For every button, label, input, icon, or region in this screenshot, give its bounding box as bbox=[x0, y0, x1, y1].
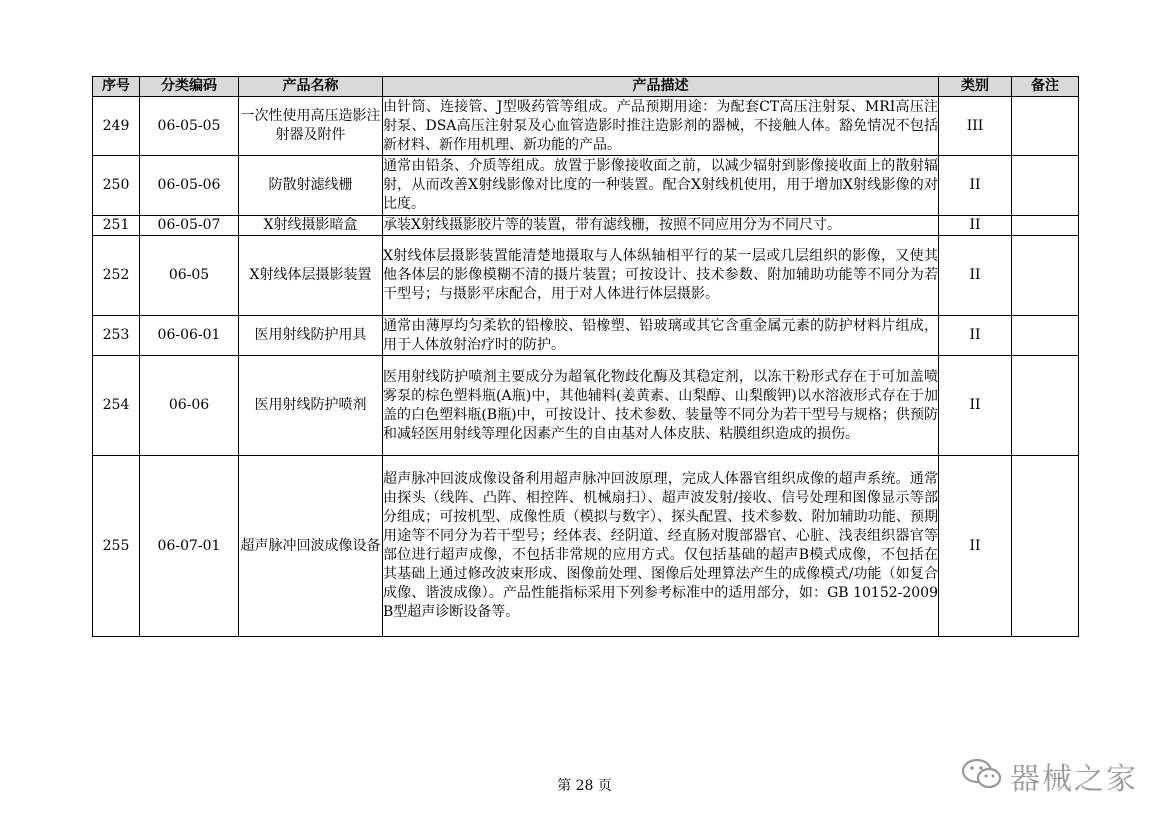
row-class: II bbox=[939, 156, 1012, 216]
table-row bbox=[93, 236, 1079, 316]
row-note bbox=[1012, 236, 1079, 316]
row-desc: 由针筒、连接管、J型吸药管等组成。产品预期用途：为配套CT高压注射泵、MRI高压注射泵、DSA高压注射泵及心血管造影时推注造影剂的器械，不接触人体。豁免情况不包括新材料、新作用机理、新功能的产品。 bbox=[383, 97, 939, 156]
table-header-row bbox=[93, 77, 1079, 97]
row-class: II bbox=[939, 356, 1012, 456]
row-name: 医用射线防护喷剂 bbox=[239, 356, 383, 456]
row-desc: 承装X射线摄影胶片等的装置，带有滤线栅，按照不同应用分为不同尺寸。 bbox=[383, 216, 939, 236]
row-no: 253 bbox=[93, 316, 140, 356]
row-note bbox=[1012, 356, 1079, 456]
table-row bbox=[93, 216, 1079, 236]
row-note bbox=[1012, 316, 1079, 356]
row-class: II bbox=[939, 316, 1012, 356]
row-desc: 医用射线防护喷剂主要成分为超氧化物歧化酶及其稳定剂，以冻干粉形式存在于可加盖喷雾泵的棕色塑料瓶(A瓶)中，其他辅料(姜黄素、山梨醇、山梨酸钾)以水溶液形式存在于加盖的白色塑料瓶(B瓶)中，可按设计、技术参数、装量等不同分为若干型号与规格；供预防和减轻医用射线等理化因素产生的自由基对人体皮肤、粘膜组织造成的损伤。 bbox=[383, 356, 939, 456]
row-no: 250 bbox=[93, 156, 140, 216]
row-no: 254 bbox=[93, 356, 140, 456]
table-row bbox=[93, 97, 1079, 156]
row-code: 06-07-01 bbox=[140, 456, 239, 637]
row-code: 06-06-01 bbox=[140, 316, 239, 356]
row-note bbox=[1012, 156, 1079, 216]
row-desc: X射线体层摄影装置能清楚地摄取与人体纵轴相平行的某一层或几层组织的影像，又使其他各体层的影像模糊不清的摄片装置；可按设计、技术参数、附加辅助功能等不同分为若干型号；与摄影平床配合，用于对人体进行体层摄影。 bbox=[383, 236, 939, 316]
row-desc: 超声脉冲回波成像设备利用超声脉冲回波原理，完成人体器官组织成像的超声系统。通常由探头（线阵、凸阵、相控阵、机械扇扫）、超声波发射/接收、信号处理和图像显示等部分组成；可按机型、成像性质（模拟与数字）、探头配置、技术参数、附加辅助功能、预期用途等不同分为若干型号；经体表、经阴道、经直肠对腹部器官、心脏、浅表组织器官等部位进行超声成像，不包括非常规的应用方式。仅包括基础的超声B模式成像，不包括在其基础上通过修改波束形成、图像前处理、图像后处理算法产生的成像模式/功能（如复合成像、谐波成像）。产品性能指标采用下列参考标准中的适用部分，如：GB 10152-2009 B型超声诊断设备等。 bbox=[383, 456, 939, 637]
row-code: 06-05-06 bbox=[140, 156, 239, 216]
row-note bbox=[1012, 216, 1079, 236]
row-no: 251 bbox=[93, 216, 140, 236]
table-row bbox=[93, 316, 1079, 356]
row-class: II bbox=[939, 456, 1012, 637]
row-no: 252 bbox=[93, 236, 140, 316]
row-no: 249 bbox=[93, 97, 140, 156]
row-name: 超声脉冲回波成像设备 bbox=[239, 456, 383, 637]
table-row bbox=[93, 456, 1079, 637]
header-class: 类别 bbox=[939, 77, 1012, 97]
header-name: 产品名称 bbox=[239, 77, 383, 97]
row-class: III bbox=[939, 97, 1012, 156]
row-name: 医用射线防护用具 bbox=[239, 316, 383, 356]
row-note bbox=[1012, 97, 1079, 156]
row-code: 06-05-05 bbox=[140, 97, 239, 156]
row-name: 防散射滤线栅 bbox=[239, 156, 383, 216]
row-note bbox=[1012, 456, 1079, 637]
watermark-text: 器械之家 bbox=[1010, 762, 1138, 797]
header-no: 序号 bbox=[93, 77, 140, 97]
watermark bbox=[960, 756, 1138, 796]
header-note: 备注 bbox=[1012, 77, 1079, 97]
row-no: 255 bbox=[93, 456, 140, 637]
wechat-icon bbox=[960, 756, 1004, 796]
header-code: 分类编码 bbox=[140, 77, 239, 97]
product-catalog-table bbox=[92, 76, 1079, 637]
row-code: 06-06 bbox=[140, 356, 239, 456]
row-code: 06-05 bbox=[140, 236, 239, 316]
table-row bbox=[93, 356, 1079, 456]
page-number: 第 28 页 bbox=[557, 778, 612, 794]
row-class: II bbox=[939, 236, 1012, 316]
row-class: II bbox=[939, 216, 1012, 236]
row-desc: 通常由铅条、介质等组成。放置于影像接收面之前，以减少辐射到影像接收面上的散射辐射，从而改善X射线影像对比度的一种装置。配合X射线机使用，用于增加X射线影像的对比度。 bbox=[383, 156, 939, 216]
header-desc: 产品描述 bbox=[383, 77, 939, 97]
row-code: 06-05-07 bbox=[140, 216, 239, 236]
row-name: X射线摄影暗盒 bbox=[239, 216, 383, 236]
row-desc: 通常由薄厚均匀柔软的铅橡胶、铅橡塑、铅玻璃或其它含重金属元素的防护材料片组成，用于人体放射治疗时的防护。 bbox=[383, 316, 939, 356]
table-row bbox=[93, 156, 1079, 216]
row-name: X射线体层摄影装置 bbox=[239, 236, 383, 316]
row-name: 一次性使用高压造影注射器及附件 bbox=[239, 97, 383, 156]
